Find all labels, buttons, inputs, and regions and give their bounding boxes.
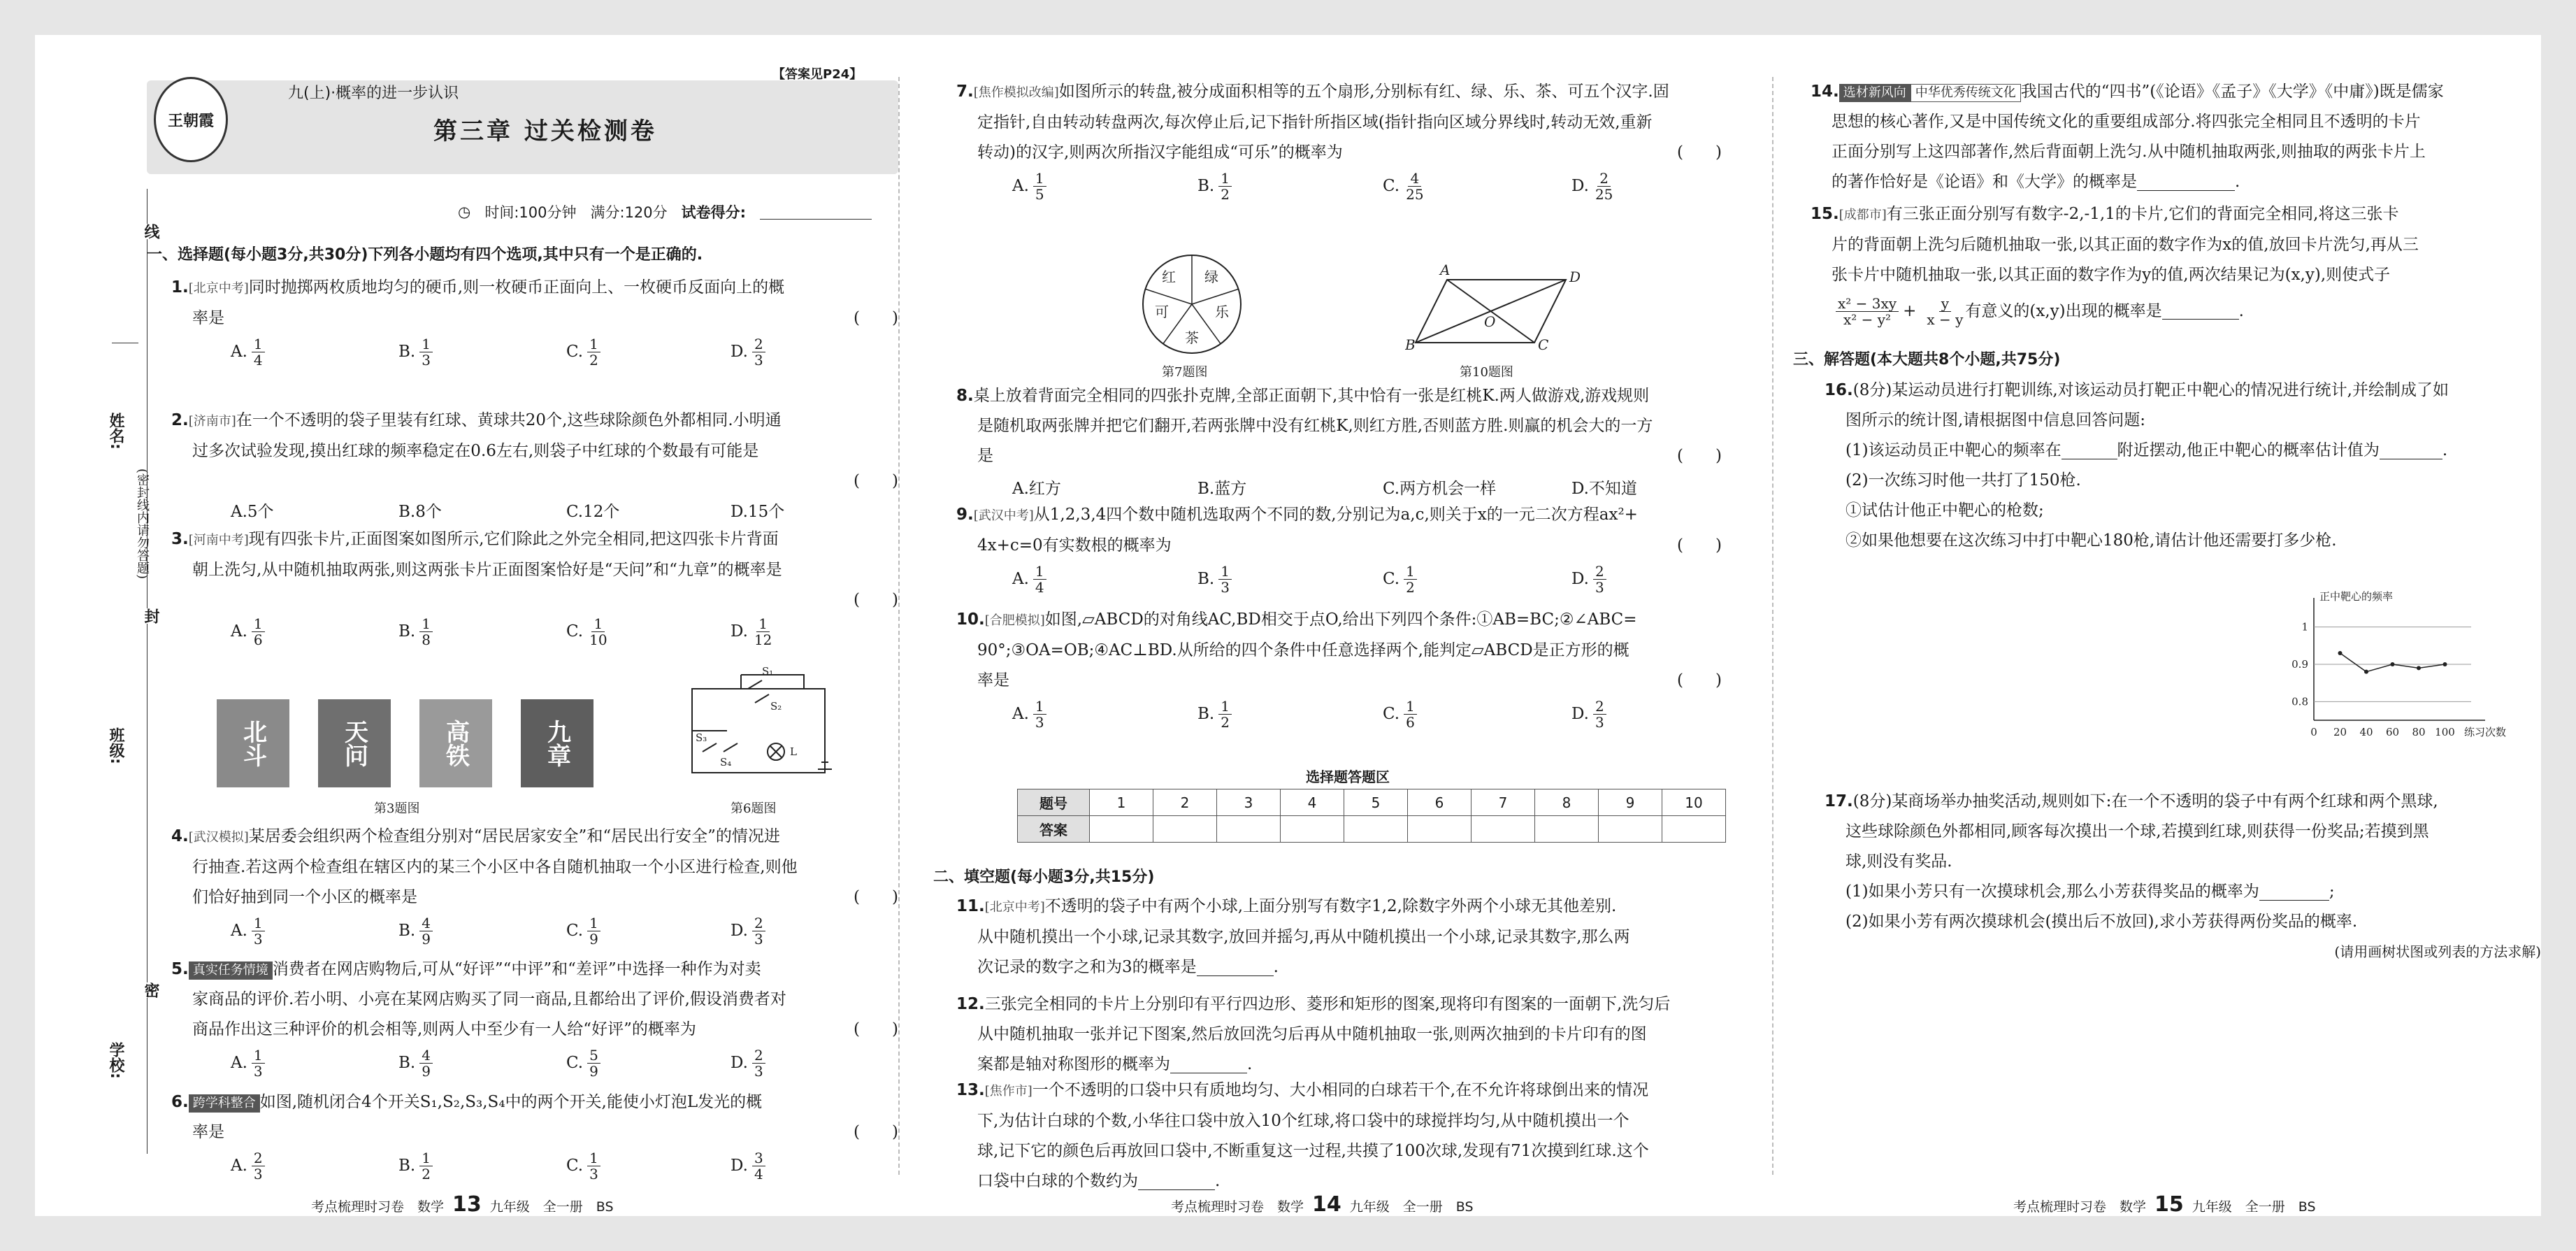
- option-c[interactable]: C.12个: [566, 503, 620, 521]
- q-text: 90°;③OA=OB;④AC⊥BD.从所给的四个条件中任意选择两个,能判定▱ABCD是正方形的概: [977, 641, 1629, 659]
- chart-title: 正中靶心的频率: [2319, 591, 2394, 603]
- diagonal-bd: [1416, 280, 1566, 343]
- option-d[interactable]: D. $\frac{2}{3}$: [731, 1048, 765, 1079]
- logo-text: 王朝霞: [167, 111, 214, 130]
- option-b[interactable]: B. $\frac{1}{2}$: [1197, 699, 1232, 730]
- q-text: 率是: [977, 671, 1009, 689]
- q-text: 现有四张卡片,正面图案如图所示,它们除此之外完全相同,把这四张卡片背面: [248, 530, 779, 548]
- clock-icon: ◷: [458, 203, 471, 220]
- circuit-diagram: [664, 661, 853, 794]
- cross-subject-tag: 跨学科整合: [189, 1094, 260, 1113]
- option-c[interactable]: C. $\frac{1}{2}$: [566, 336, 600, 368]
- question-5: [171, 955, 898, 1089]
- q-text: 我国古代的“四书”(《论语》《孟子》《大学》《中庸》)既是儒家: [2020, 83, 2444, 101]
- q-text: 过多次试验发现,摸出红球的频率稳定在0.6左右,则袋子中红球的个数最有可能是: [192, 442, 759, 460]
- q-text: 率是: [192, 309, 224, 327]
- q-text: 家商品的评价.若小明、小亮在某网店购买了同一商品,且都给出了评价,假设消费者对: [192, 990, 786, 1008]
- q-text: 转动)的汉字,则两次所指汉字能组成“可乐”的概率为: [977, 143, 1343, 162]
- q-number: 4.: [171, 827, 189, 845]
- q-text: 商品作出这三种评价的机会相等,则两人中至少有一人给“好评”的概率为: [192, 1020, 696, 1038]
- full-score: 满分:120分: [590, 204, 668, 221]
- options: [956, 699, 1722, 741]
- answer-cell[interactable]: [1090, 816, 1153, 843]
- x-tick-label: 40: [2359, 726, 2373, 738]
- q-source: [北京中考]: [188, 281, 249, 296]
- q-text: 的著作恰好是《论语》和《大学》的概率是: [1832, 173, 2137, 191]
- options: [171, 616, 898, 658]
- options: [956, 171, 1722, 213]
- q-number: 17.: [1825, 792, 1853, 810]
- question-4: [171, 822, 898, 957]
- page-number: 13: [452, 1192, 482, 1217]
- options: [171, 1048, 898, 1089]
- footer-page-13: 考点梳理时习卷 数学 13 九年级 全一册 BS: [311, 1192, 614, 1217]
- sector-label: 茶: [1185, 329, 1199, 346]
- question-17: 17.(8分)某商场举办抽奖活动,规则如下:在一个不透明的袋子中有两个红球和两个黑球, 这些球除颜色外都相同,顾客每次摸出一个球,若摸到红球,则获得一份奖品;若摸到黑 球,则没有奖品. (1)如果小芳只有一次摸球机会,那么小芳获得奖品的概率为 ; (2)如果小芳有两次摸球机会(摸出后不放回),求小芳获得两份奖品的概率. (请用画树状图或列表的方法求解): [1825, 787, 2541, 967]
- option-a[interactable]: A. $\frac{1}{3}$: [1012, 699, 1046, 730]
- x-tick-label: 60: [2385, 726, 2400, 738]
- data-point: [2443, 662, 2447, 666]
- sector-label: 可: [1155, 303, 1169, 320]
- options: [171, 1150, 898, 1192]
- q-text: 不透明的袋子中有两个小球,上面分别写有数字1,2,除数字外两个小球无其他差别.: [1044, 897, 1617, 915]
- label-s1: S₁: [762, 665, 774, 678]
- x-tick-label: 0: [2310, 726, 2317, 738]
- grid-number: 5: [1344, 789, 1408, 816]
- seal-note: (密封线内请勿答题): [135, 469, 150, 580]
- column-divider: [898, 77, 900, 1175]
- answer-grid-header-row: [1018, 789, 1726, 816]
- grid-number: 4: [1281, 789, 1344, 816]
- grid-number: 7: [1472, 789, 1535, 816]
- option-d[interactable]: D. $\frac{1}{12}$: [731, 615, 772, 648]
- q-text: (1)如果小芳只有一次摸球机会,那么小芳获得奖品的概率为: [1845, 882, 2259, 901]
- q-text: 是: [977, 447, 993, 465]
- answer-cell[interactable]: [1217, 816, 1281, 843]
- q-source: [成都市]: [1839, 208, 1887, 222]
- answer-cell[interactable]: [1281, 816, 1344, 843]
- trend-tag: 选材新风向: [1839, 84, 1911, 102]
- option-c[interactable]: C.两方机会一样: [1383, 480, 1497, 498]
- q-text: 定指针,自由转动转盘两次,每次停止后,记下指针所指区域(指针指向区域分界线时,转动无效,重新: [977, 113, 1653, 131]
- vertex-a: A: [1440, 262, 1451, 278]
- label-s3: S₃: [696, 731, 707, 744]
- grid-number: 2: [1153, 789, 1217, 816]
- answer-paren[interactable]: ( ): [854, 309, 898, 327]
- question-9: [956, 500, 1722, 606]
- q-text: (8分)某运动员进行打靶训练,对该运动员打靶正中靶心的情况进行统计,并绘制成了如: [1852, 381, 2449, 399]
- q-text: 桌上放着背面完全相同的四张扑克牌,全部正面朝下,其中恰有一张是红桃K.两人做游戏,游戏规则: [973, 387, 1650, 405]
- x-tick-label: 20: [2333, 726, 2347, 738]
- fill-blank[interactable]: [1197, 960, 1274, 976]
- q-text: 如图,随机闭合4个开关S₁,S₂,S₃,S₄中的两个开关,能使小灯泡L发光的概: [259, 1093, 763, 1111]
- school-label: 学校:: [107, 1042, 124, 1079]
- fill-blank[interactable]: [2061, 443, 2117, 459]
- fill-blank[interactable]: [1170, 1057, 1247, 1073]
- q-text: ②如果他想要在这次练习中打中靶心180枪,请估计他还需要打多少枪.: [1845, 531, 2337, 550]
- expression-fraction-1: $\frac{\text{x² − 3xy}}{\text{x² − y²}}$: [1836, 296, 1899, 327]
- answer-paren[interactable]: ( ): [854, 888, 898, 906]
- answer-paren[interactable]: ( ): [1677, 143, 1722, 162]
- option-b[interactable]: B.蓝方: [1197, 480, 1247, 498]
- q-text: (1)该运动员正中靶心的频率在: [1845, 441, 2061, 459]
- switch-s4: [724, 743, 737, 752]
- q-source: [武汉模拟]: [188, 830, 249, 845]
- question-12: 12.三张完全相同的卡片上分别印有平行四边形、菱形和矩形的图案,现将印有图案的一面朝下,洗匀后 从中随机抽取一张并记下图案,然后放回洗匀后再从中随机抽取一张,则两次抽到的卡片印有的图 案都是轴对称图形的概率为 .: [956, 989, 1722, 1080]
- question-16: 16.(8分)某运动员进行打靶训练,对该运动员打靶正中靶心的情况进行统计,并绘制成了如 图所示的统计图,请根据图中信息回答问题: (1)该运动员正中靶心的频率在 附近摆动,他正中靶心的概率估计值为 . (2)一次练习时他一共打了150枪. ①试估计他正中靶心的枪数; ②如果他想要在这次练习中打中靶心180枪,请估计他还需要打多少枪.: [1825, 376, 2541, 556]
- q-number: 16.: [1825, 381, 1853, 399]
- q-text: 案都是轴对称图形的概率为: [977, 1055, 1170, 1073]
- q-text: 消费者在网店购物后,可从“好评”“中评”和“差评”中选择一种作为对卖: [272, 960, 761, 978]
- q-text: 次记录的数字之和为3的概率是: [977, 958, 1197, 976]
- option-d[interactable]: D. $\frac{2}{3}$: [731, 915, 765, 947]
- class-label: 班级:: [107, 727, 124, 764]
- question-2: [171, 406, 898, 529]
- q-text: 球,记下它的颜色后再放回口袋中,不断重复这一过程,共摸了100次球,发现有71次摸到红球.这个: [977, 1142, 1649, 1160]
- q-number: 1.: [171, 278, 189, 296]
- q-text: (2)一次练习时他一共打了150枪.: [1845, 471, 2081, 489]
- fill-blank[interactable]: [2259, 885, 2329, 901]
- question-6: [171, 1087, 898, 1192]
- answer-paren[interactable]: ( ): [854, 591, 898, 609]
- option-b[interactable]: B. $\frac{1}{8}$: [398, 616, 433, 648]
- q-text: 在一个不透明的袋子里装有红球、黄球共20个,这些球除颜色外都相同.小明通: [236, 411, 782, 429]
- grid-number: 8: [1535, 789, 1599, 816]
- option-c[interactable]: C. $\frac{5}{9}$: [566, 1048, 600, 1079]
- spinner-wheel: [1136, 248, 1248, 360]
- answer-grid-answer-row: [1018, 816, 1726, 843]
- center-o: O: [1484, 313, 1496, 330]
- option-d[interactable]: D. $\frac{3}{4}$: [731, 1150, 765, 1182]
- answer-paren[interactable]: ( ): [1677, 447, 1722, 465]
- vertex-d: D: [1569, 269, 1581, 285]
- q-text: 从1,2,3,4四个数中随机选取两个不同的数,分别记为a,c,则关于x的一元二次方程ax²+: [1033, 506, 1638, 524]
- q-text: 这些球除颜色外都相同,顾客每次摸出一个球,若摸到红球,则获得一份奖品;若摸到黑: [1845, 822, 2429, 841]
- switch-s3: [703, 743, 717, 752]
- sector-label: 乐: [1215, 303, 1229, 320]
- page-number: 14: [1312, 1192, 1341, 1217]
- q-text: 图所示的统计图,请根据图中信息回答问题:: [1845, 411, 2146, 429]
- vertex-c: C: [1538, 336, 1549, 353]
- figure-10-caption: 第10题图: [1460, 365, 1513, 380]
- scenario-tag: 真实任务情境: [189, 962, 273, 980]
- answer-paren[interactable]: ( ): [1677, 536, 1722, 555]
- footer-page-14: 考点梳理时习卷 数学 14 九年级 全一册 BS: [1171, 1192, 1474, 1217]
- q-text: 如图所示的转盘,被分成面积相等的五个扇形,分别标有红、绿、乐、茶、可五个汉字.固: [1058, 83, 1669, 101]
- question-8: [956, 381, 1722, 506]
- fill-blank[interactable]: [2137, 175, 2235, 191]
- culture-tag: 中华优秀传统文化: [1911, 84, 2021, 102]
- question-10: [956, 605, 1722, 741]
- grid-header-label: 题号: [1018, 789, 1090, 816]
- x-axis-label: 练习次数: [2464, 726, 2507, 738]
- chart-root: [2291, 591, 2506, 738]
- grid-number: 1: [1090, 789, 1153, 816]
- options: [171, 915, 898, 957]
- fill-blank[interactable]: [2380, 443, 2442, 459]
- q-text: (请用画树状图或列表的方法求解): [2334, 943, 2541, 960]
- q-source: [焦作市]: [984, 1084, 1032, 1099]
- question-1: [171, 273, 898, 378]
- answer-cell[interactable]: [1153, 816, 1217, 843]
- option-a[interactable]: A. $\frac{2}{3}$: [231, 1150, 265, 1182]
- option-c[interactable]: C. $\frac{1}{10}$: [566, 615, 607, 648]
- q-text: ①试估计他正中靶心的枪数;: [1845, 501, 2044, 520]
- option-d[interactable]: D. $\frac{2}{3}$: [1571, 699, 1606, 730]
- y-tick-label: 0.9: [2291, 658, 2308, 671]
- option-a[interactable]: A. $\frac{1}{4}$: [1012, 564, 1046, 595]
- q-text: 朝上洗匀,从中随机抽取两张,则这两张卡片正面图案恰好是“天问”和“九章”的概率是: [192, 561, 782, 579]
- option-d[interactable]: D.不知道: [1571, 480, 1637, 498]
- options: [956, 564, 1722, 606]
- q-text: 们恰好抽到同一个小区的概率是: [192, 888, 417, 906]
- figure-3-caption: 第3题图: [374, 801, 420, 816]
- option-b[interactable]: B. $\frac{1}{3}$: [1197, 564, 1232, 595]
- answer-grid: [1017, 789, 1726, 843]
- q-source: [河南中考]: [188, 533, 249, 548]
- answer-cell[interactable]: [1408, 816, 1472, 843]
- q-source: [合肥模拟]: [984, 613, 1045, 628]
- q-text: 思想的核心著作,又是中国传统文化的重要组成部分.将四张完全相同且不透明的卡片: [1832, 113, 2421, 131]
- card-image-tianwen: 天问: [318, 699, 391, 787]
- q-number: 14.: [1811, 83, 1839, 101]
- frequency-chart: [2282, 591, 2541, 738]
- question-14: 14. 选材新风向 中华优秀传统文化 我国古代的“四书”(《论语》《孟子》《大学》《中庸》)既是儒家 思想的核心著作,又是中国传统文化的重要组成部分.将四张完全相同且不透明的卡片 正面分别写上这四部著作,然后背面朝上洗匀.从中随机抽取两张,则抽取的两张卡片上 的著作恰好是《论语》和《大学》的概率是 .: [1811, 77, 2541, 197]
- score-blank[interactable]: [760, 205, 872, 220]
- q-number: 8.: [956, 387, 974, 405]
- exam-info: [458, 201, 872, 222]
- q-text: 从中随机摸出一个小球,记录其数字,放回并摇匀,再从中随机摸出一个小球,记录其数字,那么两: [977, 928, 1630, 946]
- switch-s1: [748, 680, 762, 689]
- options: [171, 336, 898, 378]
- question-7: [956, 77, 1722, 213]
- question-13: 13.[焦作市]一个不透明的口袋中只有质地均匀、大小相同的白球若干个,在不允许将球倒出来的情况 下,为估计白球的个数,小华往口袋中放入10个红球,将口袋中的球搅拌均匀,从中随机摸出一个 球,记下它的颜色后再放回口袋中,不断重复这一过程,共摸了100次球,发现有71次摸到红球.这个 口袋中白球的个数约为 .: [956, 1075, 1722, 1196]
- fill-blank[interactable]: [1138, 1174, 1215, 1190]
- answer-reference: 【答案见P24】: [772, 67, 863, 82]
- option-d[interactable]: D. $\frac{2}{3}$: [731, 336, 765, 368]
- publisher-logo: [154, 77, 228, 162]
- data-point: [2417, 666, 2421, 670]
- card-image-gaotie: 高铁: [419, 699, 492, 787]
- q-number: 13.: [956, 1081, 985, 1099]
- q-text: 从中随机抽取一张并记下图案,然后放回洗匀后再从中随机抽取一张,则两次抽到的卡片印有的图: [977, 1025, 1647, 1043]
- time-limit: 时间:100分钟: [484, 204, 577, 221]
- y-tick-label: 1: [2301, 620, 2308, 634]
- q-source: [武汉中考]: [973, 508, 1034, 523]
- label-s4: S₄: [720, 756, 732, 769]
- option-a[interactable]: A. $\frac{1}{4}$: [231, 336, 265, 368]
- option-a[interactable]: A.5个: [231, 503, 274, 521]
- parallelogram-figure: [1405, 262, 1587, 360]
- grid-number: 6: [1408, 789, 1472, 816]
- q-text: 附近摆动,他正中靶心的概率估计值为: [2117, 441, 2380, 459]
- q-number: 9.: [956, 506, 974, 524]
- y-tick-label: 0.8: [2291, 695, 2308, 708]
- option-b[interactable]: B. $\frac{1}{3}$: [398, 336, 433, 368]
- card-image-beidou: 北斗: [217, 699, 289, 787]
- answer-paren[interactable]: ( ): [1677, 671, 1722, 689]
- q-number: 3.: [171, 530, 189, 548]
- option-a[interactable]: A.红方: [1012, 480, 1061, 498]
- option-d[interactable]: D. $\frac{2}{25}$: [1571, 170, 1613, 203]
- q-text: 口袋中白球的个数约为: [977, 1172, 1138, 1190]
- seal-mark: 封: [140, 608, 161, 624]
- option-b[interactable]: B. $\frac{4}{9}$: [398, 915, 433, 947]
- answer-cell[interactable]: [1599, 816, 1662, 843]
- seal-mark: 密: [140, 982, 161, 998]
- q-text: 片的背面朝上洗匀后随机抽取一张,以其正面的数字作为x的值,放回卡片洗匀,再从三: [1832, 236, 2419, 254]
- section2-heading: 二、填空题(每小题3分,共15分): [933, 868, 1155, 886]
- question-11: 11.[北京中考]不透明的袋子中有两个小球,上面分别写有数字1,2,除数字外两个小球无其他差别. 从中随机摸出一个小球,记录其数字,放回并摇匀,再从中随机摸出一个小球,记录其数字,那么两 次记录的数字之和为3的概率是 .: [956, 892, 1722, 982]
- option-b[interactable]: B.8个: [398, 503, 442, 521]
- answer-paren[interactable]: ( ): [854, 1020, 898, 1038]
- option-b[interactable]: B. $\frac{1}{2}$: [398, 1150, 433, 1182]
- switch-s2: [755, 694, 769, 703]
- data-point: [2338, 651, 2343, 655]
- column-divider: [1772, 77, 1773, 1175]
- q-text: 正面分别写上这四部著作,然后背面朝上洗匀.从中随机抽取两张,则抽取的两张卡片上: [1832, 143, 2426, 161]
- x-tick-label: 100: [2435, 726, 2455, 738]
- score-label: 试卷得分:: [681, 204, 747, 221]
- data-point: [2391, 662, 2395, 666]
- option-b[interactable]: B. $\frac{1}{2}$: [1197, 171, 1232, 202]
- option-d[interactable]: D. $\frac{2}{3}$: [1571, 564, 1606, 595]
- q-text: 率是: [192, 1123, 224, 1141]
- question-3: [171, 524, 898, 658]
- x-tick-label: 80: [2412, 726, 2426, 738]
- grid-number: 3: [1217, 789, 1281, 816]
- option-c[interactable]: C. $\frac{1}{9}$: [566, 915, 600, 947]
- page-number: 15: [2154, 1192, 2184, 1217]
- grid-answer-label: 答案: [1018, 816, 1090, 843]
- figure-6-caption: 第6题图: [731, 801, 777, 816]
- q-number: 12.: [956, 995, 985, 1013]
- q-text: 下,为估计白球的个数,小华往口袋中放入10个红球,将口袋中的球搅拌均匀,从中随机摸出一个: [977, 1112, 1629, 1130]
- q-text: 如图,▱ABCD的对角线AC,BD相交于点O,给出下列四个条件:①AB=BC;②∠ABC=: [1044, 610, 1637, 629]
- q-text: 有意义的(x,y)出现的概率是: [1965, 301, 2162, 320]
- sector-label: 绿: [1204, 269, 1218, 285]
- q-text: (2)如果小芳有两次摸球机会(摸出后不放回),求小芳获得两份奖品的概率.: [1845, 913, 2358, 931]
- q-text: 三张完全相同的卡片上分别印有平行四边形、菱形和矩形的图案,现将印有图案的一面朝下,洗匀后: [984, 995, 1671, 1013]
- option-a[interactable]: A. $\frac{1}{6}$: [231, 616, 265, 648]
- answer-cell[interactable]: [1535, 816, 1599, 843]
- q-text: 一个不透明的口袋中只有质地均匀、大小相同的白球若干个,在不允许将球倒出来的情况: [1032, 1081, 1649, 1099]
- q-text: 行抽查.若这两个检查组在辖区内的某三个小区中各自随机抽取一个小区进行检查,则他: [192, 858, 798, 876]
- label-l: L: [790, 745, 797, 758]
- option-a[interactable]: A. $\frac{1}{3}$: [231, 1048, 265, 1079]
- page-title: 第三章 过关检测卷: [433, 117, 657, 145]
- answer-cell[interactable]: [1344, 816, 1408, 843]
- chapter-subtitle: 九(上)·概率的进一步认识: [288, 85, 459, 102]
- q-number: 15.: [1811, 205, 1839, 223]
- q-text: 张卡片中随机抽取一张,以其正面的数字作为y的值,两次结果记为(x,y),则使式子: [1832, 266, 2391, 284]
- fill-blank[interactable]: [2162, 303, 2239, 320]
- q-text: 球,则没有奖品.: [1845, 852, 1952, 871]
- data-point: [2364, 670, 2368, 674]
- option-c[interactable]: C. $\frac{4}{25}$: [1383, 170, 1424, 203]
- q-number: 11.: [956, 897, 985, 915]
- option-c[interactable]: C. $\frac{1}{3}$: [566, 1150, 600, 1182]
- card-image-jiuzhang: 九章: [521, 699, 593, 787]
- seal-mark: 线: [140, 224, 161, 239]
- option-c[interactable]: C. $\frac{1}{6}$: [1383, 699, 1417, 730]
- q-text: 有三张正面分别写有数字-2,-1,1的卡片,它们的背面完全相同,将这三张卡: [1886, 205, 2399, 223]
- q-source: [济南市]: [188, 414, 236, 429]
- section1-heading: 一、选择题(每小题3分,共30分)下列各小题均有四个选项,其中只有一个是正确的.: [147, 246, 703, 264]
- worksheet: [35, 35, 2541, 1216]
- q-number: 5.: [171, 960, 189, 978]
- q-text: 某居委会组织两个检查组分别对“居民居家安全”和“居民出行安全”的情况进: [248, 827, 780, 845]
- grid-number: 10: [1662, 789, 1726, 816]
- figure-7-caption: 第7题图: [1162, 365, 1208, 380]
- option-a[interactable]: A. $\frac{1}{3}$: [231, 915, 265, 947]
- option-d[interactable]: D.15个: [731, 503, 785, 521]
- q-source: [焦作模拟改编]: [973, 85, 1059, 100]
- q-source: [北京中考]: [984, 900, 1045, 915]
- answer-cell[interactable]: [1472, 816, 1535, 843]
- footer-page-15: 考点梳理时习卷 数学 15 九年级 全一册 BS: [2013, 1192, 2316, 1217]
- vertex-b: B: [1405, 336, 1416, 353]
- sector-line: [1145, 289, 1192, 304]
- field-line: [112, 343, 138, 344]
- question-15: 15.[成都市]有三张正面分别写有数字-2,-1,1的卡片,它们的背面完全相同,将这三张卡 片的背面朝上洗匀后随机抽取一张,以其正面的数字作为x的值,放回卡片洗匀,再从三 张卡片中随机抽取一张,以其正面的数字作为y的值,两次结果记为(x,y),则使式子 $\frac{\text{x² − 3xy}}{\text{x² − y²}}$ + $\frac{y}{x - y}$ 有意义的(x,y)出现的概率是 .: [1811, 199, 2541, 332]
- sector-label: 红: [1162, 269, 1176, 285]
- option-c[interactable]: C. $\frac{1}{2}$: [1383, 564, 1417, 595]
- sector-line: [1192, 289, 1239, 304]
- answer-paren[interactable]: ( ): [854, 472, 898, 490]
- expression-fraction-2: $\frac{y}{x - y}$: [1927, 294, 1964, 328]
- option-b[interactable]: B. $\frac{4}{9}$: [398, 1048, 433, 1079]
- section3-heading: 三、解答题(本大题共8个小题,共75分): [1793, 351, 2061, 369]
- label-s2: S₂: [770, 700, 782, 713]
- answer-area-title: 选择题答题区: [1306, 769, 1390, 785]
- grid-number: 9: [1599, 789, 1662, 816]
- answer-paren[interactable]: ( ): [854, 1123, 898, 1141]
- name-label: 姓名:: [107, 413, 124, 450]
- q-number: 2.: [171, 411, 189, 429]
- q-text: (8分)某商场举办抽奖活动,规则如下:在一个不透明的袋子中有两个红球和两个黑球,: [1852, 792, 2438, 810]
- q-number: 6.: [171, 1093, 189, 1111]
- q-number: 7.: [956, 83, 974, 101]
- q-text: 是随机取两张牌并把它们翻开,若两张牌中没有红桃K,则红方胜,否则蓝方胜.则赢的机会大的一方: [977, 417, 1653, 435]
- answer-cell[interactable]: [1662, 816, 1726, 843]
- q-number: 10.: [956, 610, 985, 629]
- q-text: 同时抛掷两枚质地均匀的硬币,则一枚硬币正面向上、一枚硬币反面向上的概: [248, 278, 785, 296]
- q-text: 4x+c=0有实数根的概率为: [977, 536, 1172, 555]
- option-a[interactable]: A. $\frac{1}{5}$: [1012, 171, 1046, 202]
